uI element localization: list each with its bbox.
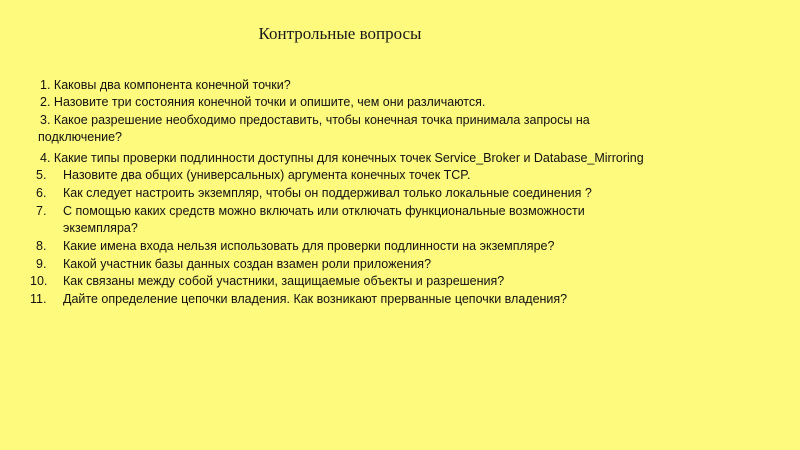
question-text: Какие типы проверки подлинности доступны для конечных точек Service_Broker и Database_Mirroring	[53, 151, 644, 165]
question-text: Как следует настроить экземпляр, чтобы он поддерживал только локальные соединения ?	[63, 186, 592, 200]
question-text: Какие имена входа нельзя использовать для проверки подлинности на экземпляре?	[63, 239, 555, 253]
slide-title: Контрольные вопросы	[258, 24, 422, 43]
question-7-continuation: экземпляра?	[63, 221, 138, 235]
question-number: 9.	[36, 257, 47, 271]
question-6	[36, 185, 592, 202]
question-8	[36, 238, 554, 255]
question-number: 6.	[36, 186, 47, 200]
question-number: 2.	[40, 95, 51, 109]
question-7	[36, 203, 585, 220]
question-number: 8.	[36, 239, 47, 253]
question-number: 10.	[30, 274, 48, 288]
question-2	[40, 94, 485, 111]
question-11	[30, 291, 567, 308]
question-text: Как связаны между собой участники, защищаемые объекты и разрешения?	[63, 274, 505, 288]
question-text: Назовите три состояния конечной точки и опишите, чем они различаются.	[53, 95, 486, 109]
question-10	[30, 273, 504, 290]
question-number: 1.	[40, 78, 51, 92]
question-number: 11.	[30, 292, 47, 306]
question-4	[40, 150, 644, 167]
question-3	[40, 112, 590, 129]
question-number: 5.	[36, 168, 47, 182]
question-5	[36, 167, 471, 184]
question-text: Какое разрешение необходимо предоставить, чтобы конечная точка принимала запросы на	[53, 113, 590, 127]
question-text: Дайте определение цепочки владения. Как возникают прерванные цепочки владения?	[63, 292, 568, 306]
question-text: Каковы два компонента конечной точки?	[53, 78, 291, 92]
question-number: 7.	[36, 204, 47, 218]
question-number: 4.	[40, 151, 51, 165]
question-9	[36, 256, 431, 273]
question-number: 3.	[40, 113, 51, 127]
question-text: Какой участник базы данных создан взамен роли приложения?	[63, 257, 432, 271]
question-1	[40, 77, 291, 94]
question-text: Назовите два общих (универсальных) аргумента конечных точек TCP.	[63, 168, 471, 182]
question-3-continuation: подключение?	[38, 130, 122, 144]
question-text: С помощью каких средств можно включать или отключать функциональные возможности	[63, 204, 585, 218]
